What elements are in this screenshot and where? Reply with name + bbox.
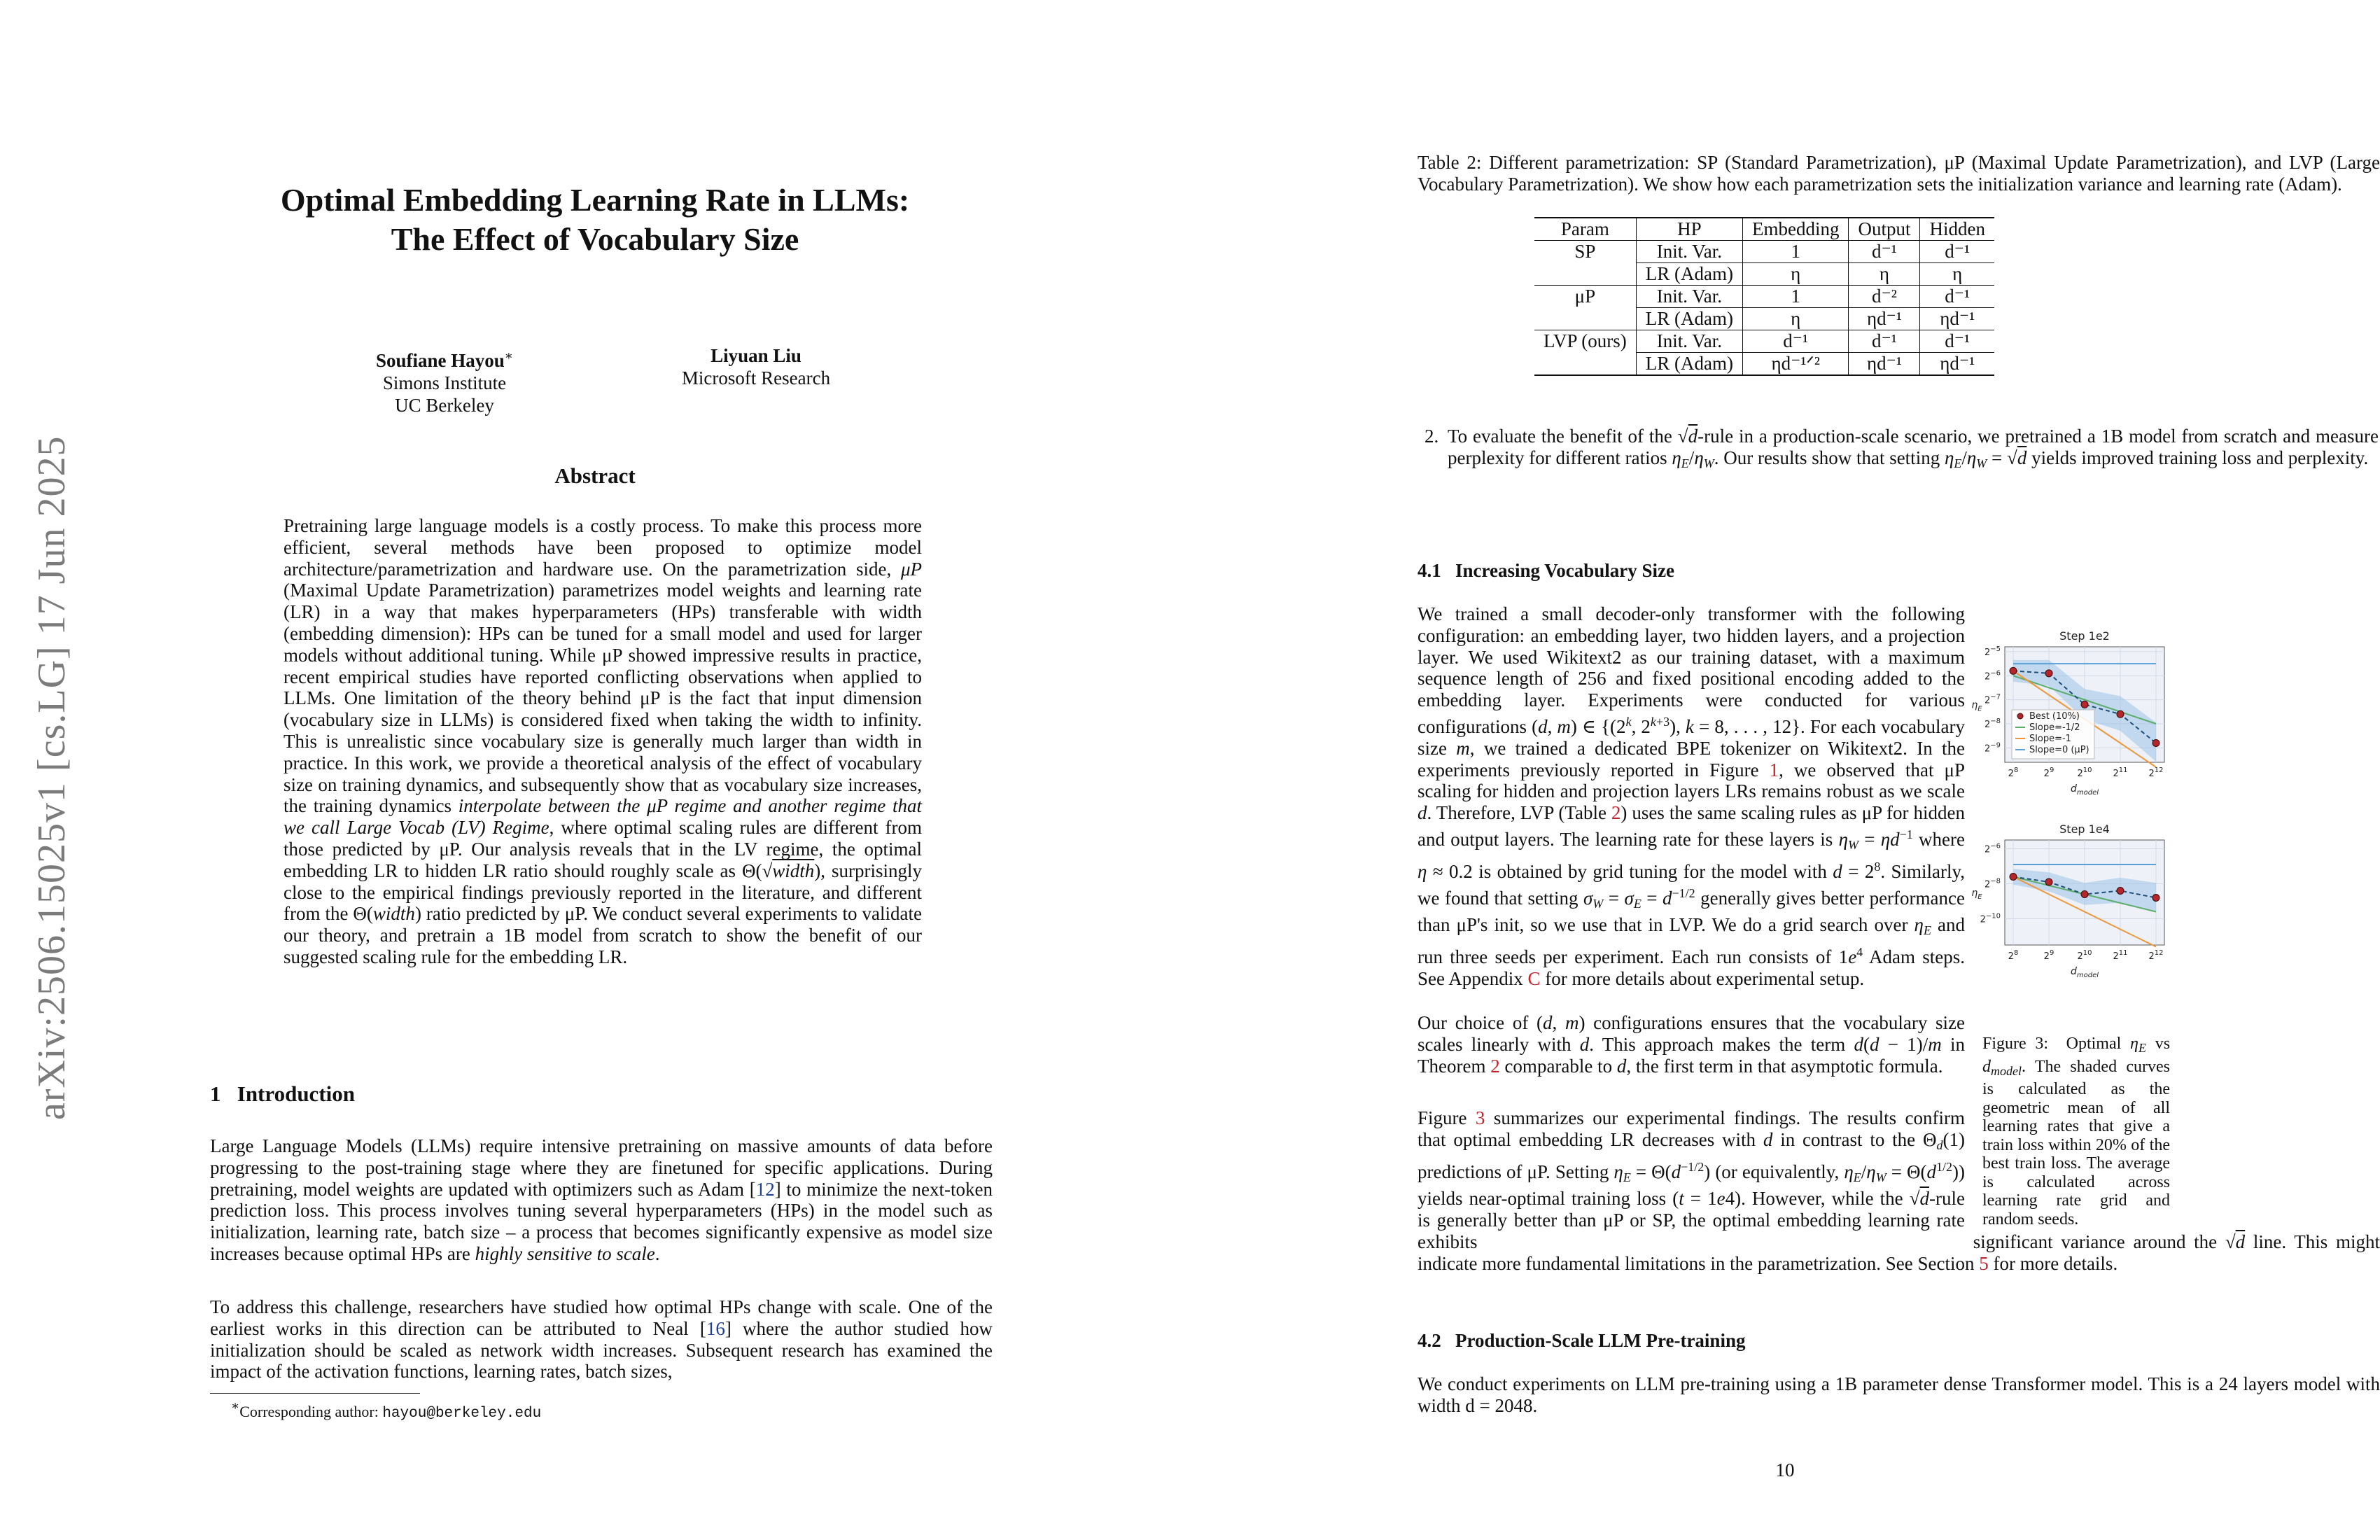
- table-header-cell: HP: [1636, 218, 1742, 241]
- table-cell: Init. Var.: [1636, 241, 1742, 263]
- table-cell: d⁻¹: [1920, 330, 1994, 353]
- data-point: [2081, 701, 2088, 708]
- legend-label: Slope=0 (μP): [2029, 745, 2090, 755]
- intro-paragraph-1: Large Language Models (LLMs) require intensive pretraining on massive amounts of data before progressing to the post-training stage where they are finetuned for specific applications. During pretraining, model weights are updated with optimizers such as Adam [12] to minimize the next-token prediction loss. This process involves tuning several hyperparameters (HPs) in the model such as initialization, learning rate, batch size – a process that becomes significantly expensive as model size increases because optimal HPs are highly sensitive to scale.: [210, 1135, 993, 1264]
- author-name: Liyuan Liu: [710, 345, 802, 366]
- table-cell: Init. Var.: [1636, 330, 1742, 353]
- table-row: [1534, 330, 1994, 353]
- section-4-2-paragraph: We conduct experiments on LLM pre-training using a 1B parameter dense Transformer model. This is a 24 layers model with width d = 2048.: [1418, 1373, 2380, 1416]
- x-tick-label: $2^8$: [2008, 766, 2019, 779]
- author-footnote-mark: ∗: [504, 349, 514, 363]
- section-4-1-heading: [1418, 560, 1674, 582]
- table-cell: 1: [1742, 286, 1848, 308]
- section-number: 4.2: [1418, 1330, 1441, 1351]
- right-page: [1190, 0, 2380, 1540]
- table-caption: Table 2: Different parametrization: SP (Standard Parametrization), μP (Maximal Update Parametrization), and LVP (Large Vocabulary Parametrization). We show how each parametrization sets the initialization variance and learning rate (Adam).: [1418, 152, 2380, 195]
- data-point: [2010, 667, 2017, 674]
- table-cell: SP: [1534, 241, 1636, 263]
- chart-panel-step-1e4: [1971, 822, 2164, 979]
- author-affiliation: UC Berkeley: [395, 395, 494, 416]
- table-cell: LR (Adam): [1636, 353, 1742, 376]
- chart-panel-step-1e2: [1971, 629, 2164, 797]
- footnote-text: Corresponding author:: [239, 1403, 383, 1420]
- x-tick-label: $2^{11}$: [2113, 949, 2128, 962]
- chart-title: Step 1e2: [2059, 629, 2110, 643]
- table-cell: 1: [1742, 241, 1848, 263]
- legend-label: Best (10%): [2029, 711, 2080, 722]
- table-cell: LVP (ours): [1534, 330, 1636, 353]
- section-title: Production-Scale LLM Pre-training: [1455, 1330, 1746, 1351]
- abstract-text: Pretraining large language models is a costly process. To make this process more efficient, several methods have been proposed to optimize model architecture/parametrization and hardware use. On the parametrization side, μP (Maximal Update Parametrization) parametrizes model weights and learning rate (LR) in a way that makes hyperparameters (HPs) transferable with width (embedding dimension): HPs can be tuned for a small model and used for larger models without additional tuning. While μP showed impressive results in practice, recent empirical studies have reported conflicting observations when applied to LLMs. One limitation of the theory behind μP is the fact that input dimension (vocabulary size in LLMs) is considered fixed when taking the width to infinity. This is unrealistic since vocabulary size is generally much larger than width in practice. In this work, we provide a theoretical analysis of the effect of vocabulary size on training dynamics, and subsequently show that as vocabulary size increases, the training dynamics interpolate between the μP regime and another regime that we call Large Vocab (LV) Regime, where optimal scaling rules are different from those predicted by μP. Our analysis reveals that in the LV regime, the optimal embedding LR to hidden LR ratio should roughly scale as Θ(√width), surprisingly close to the empirical findings previously reported in the literature, and different from the Θ(width) ratio predicted by μP. We conduct several experiments to validate our theory, and pretrain a 1B model from scratch to show the benefit of our suggested scaling rule for the embedding LR.: [284, 515, 922, 967]
- figure-3-caption: Figure 3: Optimal $\eta_E$ vs $d_{model}$. The shaded curves is calculated as the geometric mean of all learning rates that give a train loss within 20% of the best train loss. The average is calculated across learning rate grid and random seeds.: [1982, 1035, 2171, 1228]
- y-tick-label: $2^{-6}$: [1984, 669, 2001, 682]
- x-tick-label: $2^{11}$: [2113, 766, 2128, 779]
- table-cell: d⁻¹: [1920, 286, 1994, 308]
- x-tick-label: $2^{10}$: [2077, 766, 2092, 779]
- y-tick-label: $2^{-10}$: [1980, 912, 2001, 925]
- paper-title: [210, 181, 980, 259]
- table-row: [1534, 308, 1994, 330]
- x-tick-label: $2^9$: [2043, 766, 2054, 779]
- table-cell: ηd⁻¹: [1849, 308, 1920, 330]
- table-cell: η: [1920, 263, 1994, 286]
- table-cell: η: [1742, 263, 1848, 286]
- x-tick-label: $2^{10}$: [2077, 949, 2092, 962]
- author-affiliation: Simons Institute: [382, 372, 507, 393]
- data-point: [2117, 710, 2124, 718]
- table-cell: ηd⁻¹ᐟ²: [1742, 353, 1848, 376]
- section-title: Increasing Vocabulary Size: [1455, 560, 1675, 581]
- x-tick-label: $2^{12}$: [2148, 766, 2164, 779]
- section-4-1-paragraph-2: Our choice of (d, m) configurations ensures that the vocabulary size scales linearly with d. This approach makes the term d(d − 1)/m in Theorem 2 comparable to d, the first term in that asymptotic formula.: [1418, 1012, 1965, 1077]
- author-block-1: [357, 344, 532, 416]
- data-point: [2152, 740, 2160, 747]
- intro-heading: [210, 1082, 355, 1107]
- page-number: 10: [1775, 1460, 1795, 1480]
- footnote: [231, 1399, 541, 1422]
- table-cell: η: [1742, 308, 1848, 330]
- x-axis-label: $d_{model}$: [2070, 783, 2099, 797]
- legend-label: Slope=-1: [2029, 734, 2071, 744]
- x-tick-label: $2^{12}$: [2148, 949, 2164, 962]
- figure-caption-lead: Optimal: [2066, 1035, 2122, 1053]
- table-header-cell: Embedding: [1742, 218, 1848, 241]
- data-point: [2117, 888, 2124, 895]
- data-point: [2152, 895, 2160, 902]
- x-tick-label: $2^9$: [2043, 949, 2054, 962]
- y-tick-label: $2^{-6}$: [1984, 842, 2001, 855]
- legend-marker: [2017, 713, 2023, 719]
- section-number: 4.1: [1418, 560, 1441, 581]
- table-row: [1534, 286, 1994, 308]
- footnote-email-link[interactable]: hayou@berkeley.edu: [382, 1406, 542, 1422]
- table-row: [1534, 353, 1994, 376]
- abstract-heading: Abstract: [554, 463, 636, 488]
- table-cell: ηd⁻¹: [1920, 353, 1994, 376]
- table-cell: [1534, 353, 1636, 376]
- author-affiliation: Microsoft Research: [681, 368, 831, 388]
- table-header-row: [1534, 218, 1994, 241]
- table-cell: [1534, 263, 1636, 286]
- table-header-cell: Output: [1849, 218, 1920, 241]
- y-tick-label: $2^{-8}$: [1984, 718, 2001, 730]
- y-tick-label: $2^{-9}$: [1984, 741, 2001, 755]
- section-4-1-paragraph-3: Figure 3 summarizes our experimental findings. The results confirm that optimal embedding LR decreases with d in contrast to the $\Theta_d(1)$ predictions of μP. Setting $\eta_E = \Theta(d^{-1/2})$ (or equivalently, $\eta_E/\eta_W = \Theta(d^{1/2})$) yields near-optimal training loss (t = 1e4). However, while the √d-rule is generally better than μP or SP, the optimal embedding learning rate exhibits significant variance around the √d line. This might indicate more fundamental limitations in the parametrization. See Section 5 for more details.: [1418, 1107, 2380, 1274]
- y-axis-label: $\eta_E$: [1971, 699, 1982, 713]
- section-4-2-heading: [1418, 1330, 1745, 1352]
- table-cell: d⁻²: [1849, 286, 1920, 308]
- list-number: 2.: [1424, 426, 1439, 447]
- section-4-1-paragraph-1: We trained a small decoder-only transformer with the following configuration: an embedding layer, two hidden layers, and a projection layer. We used Wikitext2 as our training dataset, with a maximum sequence length of 256 and fixed positional encoding added to the embedding layer. Experiments were conducted for various configurations (d, m) ∈ {(2$^k$, $2^{k+3}$), k = 8, . . . , 12}. For each vocabulary size m, we trained a dedicated BPE tokenizer on Wikitext2. In the experiments previously reported in Figure 1, we observed that μP scaling for hidden and projection layers LRs remains robust as we scale d. Therefore, LVP (Table 2) uses the same scaling rules as μP for hidden and output layers. The learning rate for these layers is $\eta_W = \eta d^{-1}$ where η ≈ 0.2 is obtained by grid tuning for the model with $d = 2^8$. Similarly, we found that setting $\sigma_W = \sigma_E = d^{-1/2}$ generally gives better performance than μP's init, so we use that in LVP. We do a grid search over $\eta_E$ and run three seeds per experiment. Each run consists of $1e^4$ Adam steps. See Appendix C for more details about experimental setup.: [1418, 603, 1966, 989]
- section-title: Introduction: [237, 1082, 355, 1106]
- figure-label: Figure 3:: [1982, 1035, 2049, 1053]
- table-cell: d⁻¹: [1849, 330, 1920, 353]
- table-cell: η: [1849, 263, 1920, 286]
- table-cell: ηd⁻¹: [1920, 308, 1994, 330]
- intro-paragraph-2: To address this challenge, researchers have studied how optimal HPs change with scale. One of the earliest works in this direction can be attributed to Neal [16] where the author studied how initialization should be scaled as network width increases. Subsequent research has examined the impact of the activation functions, learning rates, batch sizes,: [210, 1296, 993, 1382]
- author-name: Soufiane Hayou: [375, 350, 505, 371]
- title-line-1: Optimal Embedding Learning Rate in LLMs:: [280, 182, 910, 218]
- title-line-2: The Effect of Vocabulary Size: [391, 221, 799, 257]
- y-tick-label: $2^{-7}$: [1984, 693, 2001, 706]
- table-header-cell: Param: [1534, 218, 1636, 241]
- y-axis-label: $\eta_E$: [1971, 888, 1982, 901]
- y-tick-label: $2^{-5}$: [1984, 645, 2001, 658]
- data-point: [2010, 874, 2017, 881]
- arxiv-identifier: arXiv:2506.15025v1 [cs.LG] 17 Jun 2025: [30, 435, 74, 1120]
- table-row: [1534, 241, 1994, 263]
- legend-label: Slope=-1/2: [2029, 722, 2080, 733]
- table-cell: Init. Var.: [1636, 286, 1742, 308]
- x-axis-label: $d_{model}$: [2070, 966, 2099, 979]
- author-block-2: [651, 344, 861, 389]
- footnote-rule: [210, 1393, 420, 1394]
- table-cell: d⁻¹: [1849, 241, 1920, 263]
- figure-3: [1973, 617, 2176, 1009]
- contribution-item-2: 2. To evaluate the benefit of the √d-rule in a production-scale scenario, we pretrained a 1B model from scratch and measure perplexity for different ratios $\eta_E/\eta_W$. Our results show that setting $\eta_E/\eta_W = √d$ yields improved training loss and perplexity.: [1424, 426, 2379, 470]
- table-cell: [1534, 308, 1636, 330]
- x-tick-label: $2^8$: [2008, 949, 2019, 962]
- table-cell: ηd⁻¹: [1849, 353, 1920, 376]
- data-point: [2081, 891, 2088, 898]
- table-header-cell: Hidden: [1920, 218, 1994, 241]
- data-point: [2045, 878, 2052, 886]
- chart-title: Step 1e4: [2059, 822, 2110, 836]
- y-tick-label: $2^{-8}$: [1984, 877, 2001, 890]
- table-cell: LR (Adam): [1636, 263, 1742, 286]
- parametrization-table: [1534, 217, 1994, 376]
- table-cell: LR (Adam): [1636, 308, 1742, 330]
- footnote-mark: ∗: [231, 1399, 240, 1413]
- data-point: [2045, 670, 2052, 677]
- table-cell: d⁻¹: [1742, 330, 1848, 353]
- table-cell: μP: [1534, 286, 1636, 308]
- section-number: 1: [210, 1082, 221, 1106]
- table-cell: d⁻¹: [1920, 241, 1994, 263]
- table-row: [1534, 263, 1994, 286]
